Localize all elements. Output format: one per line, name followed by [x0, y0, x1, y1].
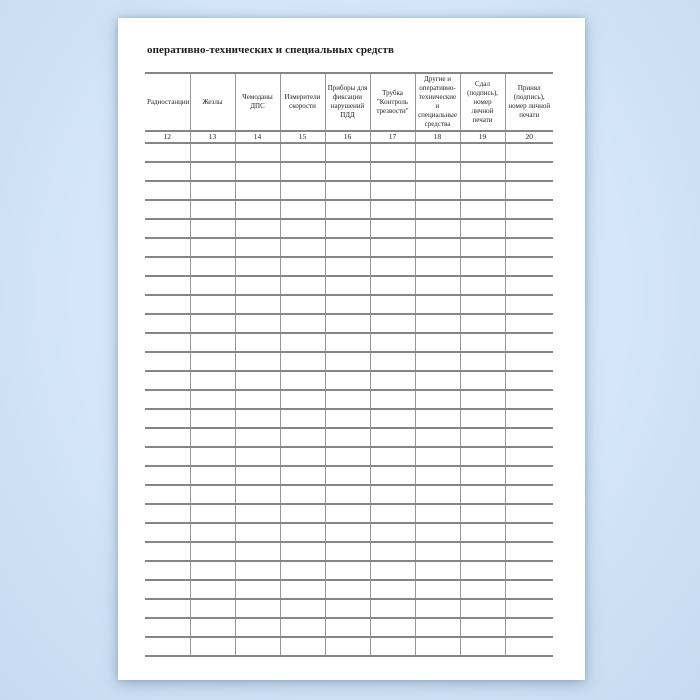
body-cell [145, 257, 190, 276]
table-row [145, 181, 553, 200]
body-cell [235, 295, 280, 314]
body-cell [325, 295, 370, 314]
body-cell [325, 257, 370, 276]
body-cell [325, 333, 370, 352]
body-cell [415, 485, 460, 504]
page-title: оперативно-технических и специальных средств [147, 44, 395, 56]
body-cell [280, 200, 325, 219]
table-row [145, 200, 553, 219]
column-number: 18 [415, 131, 460, 143]
body-cell [190, 561, 235, 580]
body-cell [190, 428, 235, 447]
body-cell [325, 352, 370, 371]
body-cell [370, 447, 415, 466]
body-cell [370, 504, 415, 523]
body-cell [235, 314, 280, 333]
body-cell [280, 599, 325, 618]
body-cell [190, 599, 235, 618]
body-cell [505, 485, 553, 504]
body-cell [235, 428, 280, 447]
body-cell [415, 219, 460, 238]
body-cell [460, 485, 505, 504]
body-cell [235, 143, 280, 162]
body-cell [460, 295, 505, 314]
body-cell [415, 352, 460, 371]
body-cell [370, 466, 415, 485]
body-cell [460, 390, 505, 409]
body-cell [145, 580, 190, 599]
table-row [145, 580, 553, 599]
table-row [145, 314, 553, 333]
body-cell [370, 523, 415, 542]
body-cell [235, 466, 280, 485]
body-cell [325, 466, 370, 485]
table-row [145, 447, 553, 466]
body-cell [325, 238, 370, 257]
body-cell [415, 143, 460, 162]
body-cell [145, 409, 190, 428]
body-cell [460, 200, 505, 219]
body-cell [190, 618, 235, 637]
column-header-radiostations: Радиостанции [145, 73, 190, 131]
body-cell [505, 390, 553, 409]
body-cell [325, 162, 370, 181]
body-cell [325, 390, 370, 409]
body-cell [145, 618, 190, 637]
body-cell [460, 523, 505, 542]
body-cell [370, 295, 415, 314]
column-number: 13 [190, 131, 235, 143]
body-cell [235, 257, 280, 276]
body-cell [505, 371, 553, 390]
body-cell [190, 181, 235, 200]
body-cell [460, 181, 505, 200]
body-cell [235, 181, 280, 200]
body-cell [190, 200, 235, 219]
body-cell [280, 295, 325, 314]
body-cell [280, 352, 325, 371]
body-cell [280, 390, 325, 409]
body-cell [415, 618, 460, 637]
table-row [145, 352, 553, 371]
body-cell [280, 276, 325, 295]
body-cell [370, 637, 415, 656]
body-cell [190, 523, 235, 542]
body-cell [325, 523, 370, 542]
body-cell [235, 200, 280, 219]
body-cell [415, 276, 460, 295]
body-cell [190, 352, 235, 371]
body-cell [235, 276, 280, 295]
body-cell [190, 580, 235, 599]
column-header-batons: Жезлы [190, 73, 235, 131]
body-cell [145, 466, 190, 485]
body-cell [505, 599, 553, 618]
body-cell [370, 333, 415, 352]
body-cell [460, 447, 505, 466]
body-cell [280, 333, 325, 352]
body-cell [280, 219, 325, 238]
body-cell [325, 409, 370, 428]
body-cell [460, 618, 505, 637]
body-cell [190, 238, 235, 257]
body-cell [460, 428, 505, 447]
body-cell [280, 314, 325, 333]
body-cell [505, 466, 553, 485]
body-cell [145, 371, 190, 390]
body-cell [235, 447, 280, 466]
body-cell [370, 200, 415, 219]
body-cell [325, 542, 370, 561]
table-row [145, 428, 553, 447]
table-row [145, 333, 553, 352]
body-cell [190, 447, 235, 466]
body-cell [280, 580, 325, 599]
body-cell [145, 333, 190, 352]
body-cell [190, 276, 235, 295]
body-cell [460, 409, 505, 428]
body-cell [415, 162, 460, 181]
body-cell [505, 352, 553, 371]
body-cell [325, 276, 370, 295]
body-cell [235, 580, 280, 599]
body-cell [505, 200, 553, 219]
body-cell [235, 238, 280, 257]
body-cell [415, 580, 460, 599]
table-row [145, 295, 553, 314]
body-cell [235, 333, 280, 352]
body-cell [145, 637, 190, 656]
body-cell [325, 428, 370, 447]
column-header-handed-over: Сдал (подпись), номер личной печати [460, 73, 505, 131]
body-cell [505, 333, 553, 352]
body-cell [190, 371, 235, 390]
body-cell [415, 504, 460, 523]
body-cell [370, 580, 415, 599]
body-cell [280, 181, 325, 200]
body-cell [235, 637, 280, 656]
table-row [145, 257, 553, 276]
body-cell [415, 428, 460, 447]
body-cell [280, 523, 325, 542]
table-row [145, 466, 553, 485]
body-cell [325, 219, 370, 238]
body-cell [145, 561, 190, 580]
column-number: 12 [145, 131, 190, 143]
table-row [145, 618, 553, 637]
body-cell [505, 637, 553, 656]
body-cell [235, 523, 280, 542]
table-row [145, 485, 553, 504]
body-cell [280, 637, 325, 656]
body-cell [325, 181, 370, 200]
column-header-sobriety-tube: Трубка "Контроль трезвости" [370, 73, 415, 131]
body-cell [280, 371, 325, 390]
body-cell [325, 447, 370, 466]
body-cell [325, 200, 370, 219]
body-cell [370, 618, 415, 637]
body-cell [460, 352, 505, 371]
column-number: 15 [280, 131, 325, 143]
body-cell [190, 162, 235, 181]
body-cell [505, 542, 553, 561]
body-cell [145, 276, 190, 295]
body-cell [235, 542, 280, 561]
body-cell [505, 162, 553, 181]
body-cell [460, 466, 505, 485]
body-cell [235, 504, 280, 523]
body-cell [145, 238, 190, 257]
body-cell [190, 257, 235, 276]
body-cell [145, 542, 190, 561]
body-cell [145, 504, 190, 523]
table-row [145, 390, 553, 409]
body-cell [460, 542, 505, 561]
body-cell [280, 561, 325, 580]
column-header-violation-recorders: Приборы для фиксации нарушений ПДД [325, 73, 370, 131]
body-cell [235, 485, 280, 504]
table-row [145, 637, 553, 656]
body-cell [370, 428, 415, 447]
table-row [145, 504, 553, 523]
body-cell [190, 333, 235, 352]
body-cell [235, 352, 280, 371]
body-cell [460, 314, 505, 333]
body-cell [460, 504, 505, 523]
column-number: 17 [370, 131, 415, 143]
body-cell [415, 314, 460, 333]
body-cell [190, 504, 235, 523]
body-cell [415, 561, 460, 580]
body-cell [370, 314, 415, 333]
body-cell [370, 219, 415, 238]
body-cell [280, 428, 325, 447]
table-header-row [145, 73, 553, 131]
body-cell [370, 390, 415, 409]
table-row [145, 219, 553, 238]
equipment-table [145, 72, 553, 657]
body-cell [235, 162, 280, 181]
table-row [145, 523, 553, 542]
column-number: 19 [460, 131, 505, 143]
body-cell [190, 143, 235, 162]
body-cell [280, 238, 325, 257]
body-cell [505, 143, 553, 162]
body-cell [280, 143, 325, 162]
body-cell [460, 599, 505, 618]
body-cell [505, 580, 553, 599]
column-header-speed-meters: Измерители скорости [280, 73, 325, 131]
body-cell [145, 447, 190, 466]
body-cell [370, 143, 415, 162]
body-cell [235, 618, 280, 637]
table-row [145, 561, 553, 580]
body-cell [190, 314, 235, 333]
body-cell [235, 599, 280, 618]
body-cell [280, 618, 325, 637]
body-cell [325, 143, 370, 162]
body-cell [280, 162, 325, 181]
body-cell [370, 162, 415, 181]
body-cell [370, 181, 415, 200]
body-cell [460, 637, 505, 656]
body-cell [280, 504, 325, 523]
body-cell [370, 352, 415, 371]
body-cell [190, 409, 235, 428]
body-cell [145, 162, 190, 181]
body-cell [190, 542, 235, 561]
table-row [145, 542, 553, 561]
body-cell [370, 542, 415, 561]
body-cell [505, 219, 553, 238]
body-cell [325, 580, 370, 599]
column-header-received: Принял (подпись), номер личной печати [505, 73, 553, 131]
body-cell [415, 238, 460, 257]
body-cell [415, 447, 460, 466]
body-cell [505, 181, 553, 200]
body-cell [370, 485, 415, 504]
body-cell [415, 257, 460, 276]
column-number: 16 [325, 131, 370, 143]
body-cell [505, 561, 553, 580]
body-cell [280, 485, 325, 504]
column-number: 14 [235, 131, 280, 143]
body-cell [505, 257, 553, 276]
body-cell [325, 485, 370, 504]
body-cell [190, 390, 235, 409]
table-row [145, 599, 553, 618]
body-cell [415, 333, 460, 352]
body-cell [415, 409, 460, 428]
table-row [145, 409, 553, 428]
body-cell [190, 466, 235, 485]
body-cell [145, 428, 190, 447]
column-header-dps-cases: Чемоданы ДПС [235, 73, 280, 131]
body-cell [325, 561, 370, 580]
body-cell [370, 409, 415, 428]
body-cell [505, 447, 553, 466]
body-cell [145, 143, 190, 162]
body-cell [370, 276, 415, 295]
body-cell [460, 219, 505, 238]
body-cell [190, 219, 235, 238]
body-cell [505, 504, 553, 523]
body-cell [415, 637, 460, 656]
document-page [118, 18, 585, 680]
body-cell [415, 371, 460, 390]
table-row [145, 162, 553, 181]
body-cell [505, 276, 553, 295]
body-cell [460, 276, 505, 295]
body-cell [460, 561, 505, 580]
body-cell [280, 409, 325, 428]
body-cell [145, 523, 190, 542]
body-cell [370, 561, 415, 580]
body-cell [325, 504, 370, 523]
body-cell [190, 485, 235, 504]
body-cell [460, 162, 505, 181]
column-numbers-row [145, 131, 553, 143]
body-cell [145, 200, 190, 219]
body-cell [325, 314, 370, 333]
body-cell [145, 599, 190, 618]
body-cell [415, 295, 460, 314]
body-cell [145, 485, 190, 504]
body-cell [415, 466, 460, 485]
body-cell [415, 542, 460, 561]
body-cell [235, 371, 280, 390]
body-cell [460, 580, 505, 599]
body-cell [145, 219, 190, 238]
body-cell [190, 295, 235, 314]
body-cell [505, 238, 553, 257]
body-cell [235, 390, 280, 409]
table-row [145, 371, 553, 390]
body-cell [460, 371, 505, 390]
body-cell [460, 238, 505, 257]
column-header-other-means: Другие и оперативно-технические и специальные средства [415, 73, 460, 131]
body-cell [280, 542, 325, 561]
table-row [145, 276, 553, 295]
table-body [145, 143, 553, 656]
body-cell [190, 637, 235, 656]
table-row [145, 238, 553, 257]
body-cell [370, 257, 415, 276]
body-cell [415, 523, 460, 542]
body-cell [505, 523, 553, 542]
body-cell [145, 181, 190, 200]
body-cell [145, 314, 190, 333]
body-cell [460, 143, 505, 162]
body-cell [460, 333, 505, 352]
body-cell [325, 637, 370, 656]
body-cell [145, 352, 190, 371]
body-cell [415, 181, 460, 200]
table-row [145, 143, 553, 162]
column-number: 20 [505, 131, 553, 143]
body-cell [325, 599, 370, 618]
body-cell [280, 466, 325, 485]
body-cell [370, 371, 415, 390]
body-cell [415, 200, 460, 219]
body-cell [415, 599, 460, 618]
body-cell [505, 428, 553, 447]
body-cell [505, 409, 553, 428]
body-cell [415, 390, 460, 409]
body-cell [505, 618, 553, 637]
body-cell [460, 257, 505, 276]
body-cell [505, 314, 553, 333]
body-cell [235, 409, 280, 428]
body-cell [325, 371, 370, 390]
body-cell [280, 447, 325, 466]
body-cell [370, 599, 415, 618]
body-cell [235, 561, 280, 580]
body-cell [280, 257, 325, 276]
body-cell [145, 295, 190, 314]
body-cell [370, 238, 415, 257]
body-cell [505, 295, 553, 314]
body-cell [325, 618, 370, 637]
body-cell [235, 219, 280, 238]
body-cell [145, 390, 190, 409]
